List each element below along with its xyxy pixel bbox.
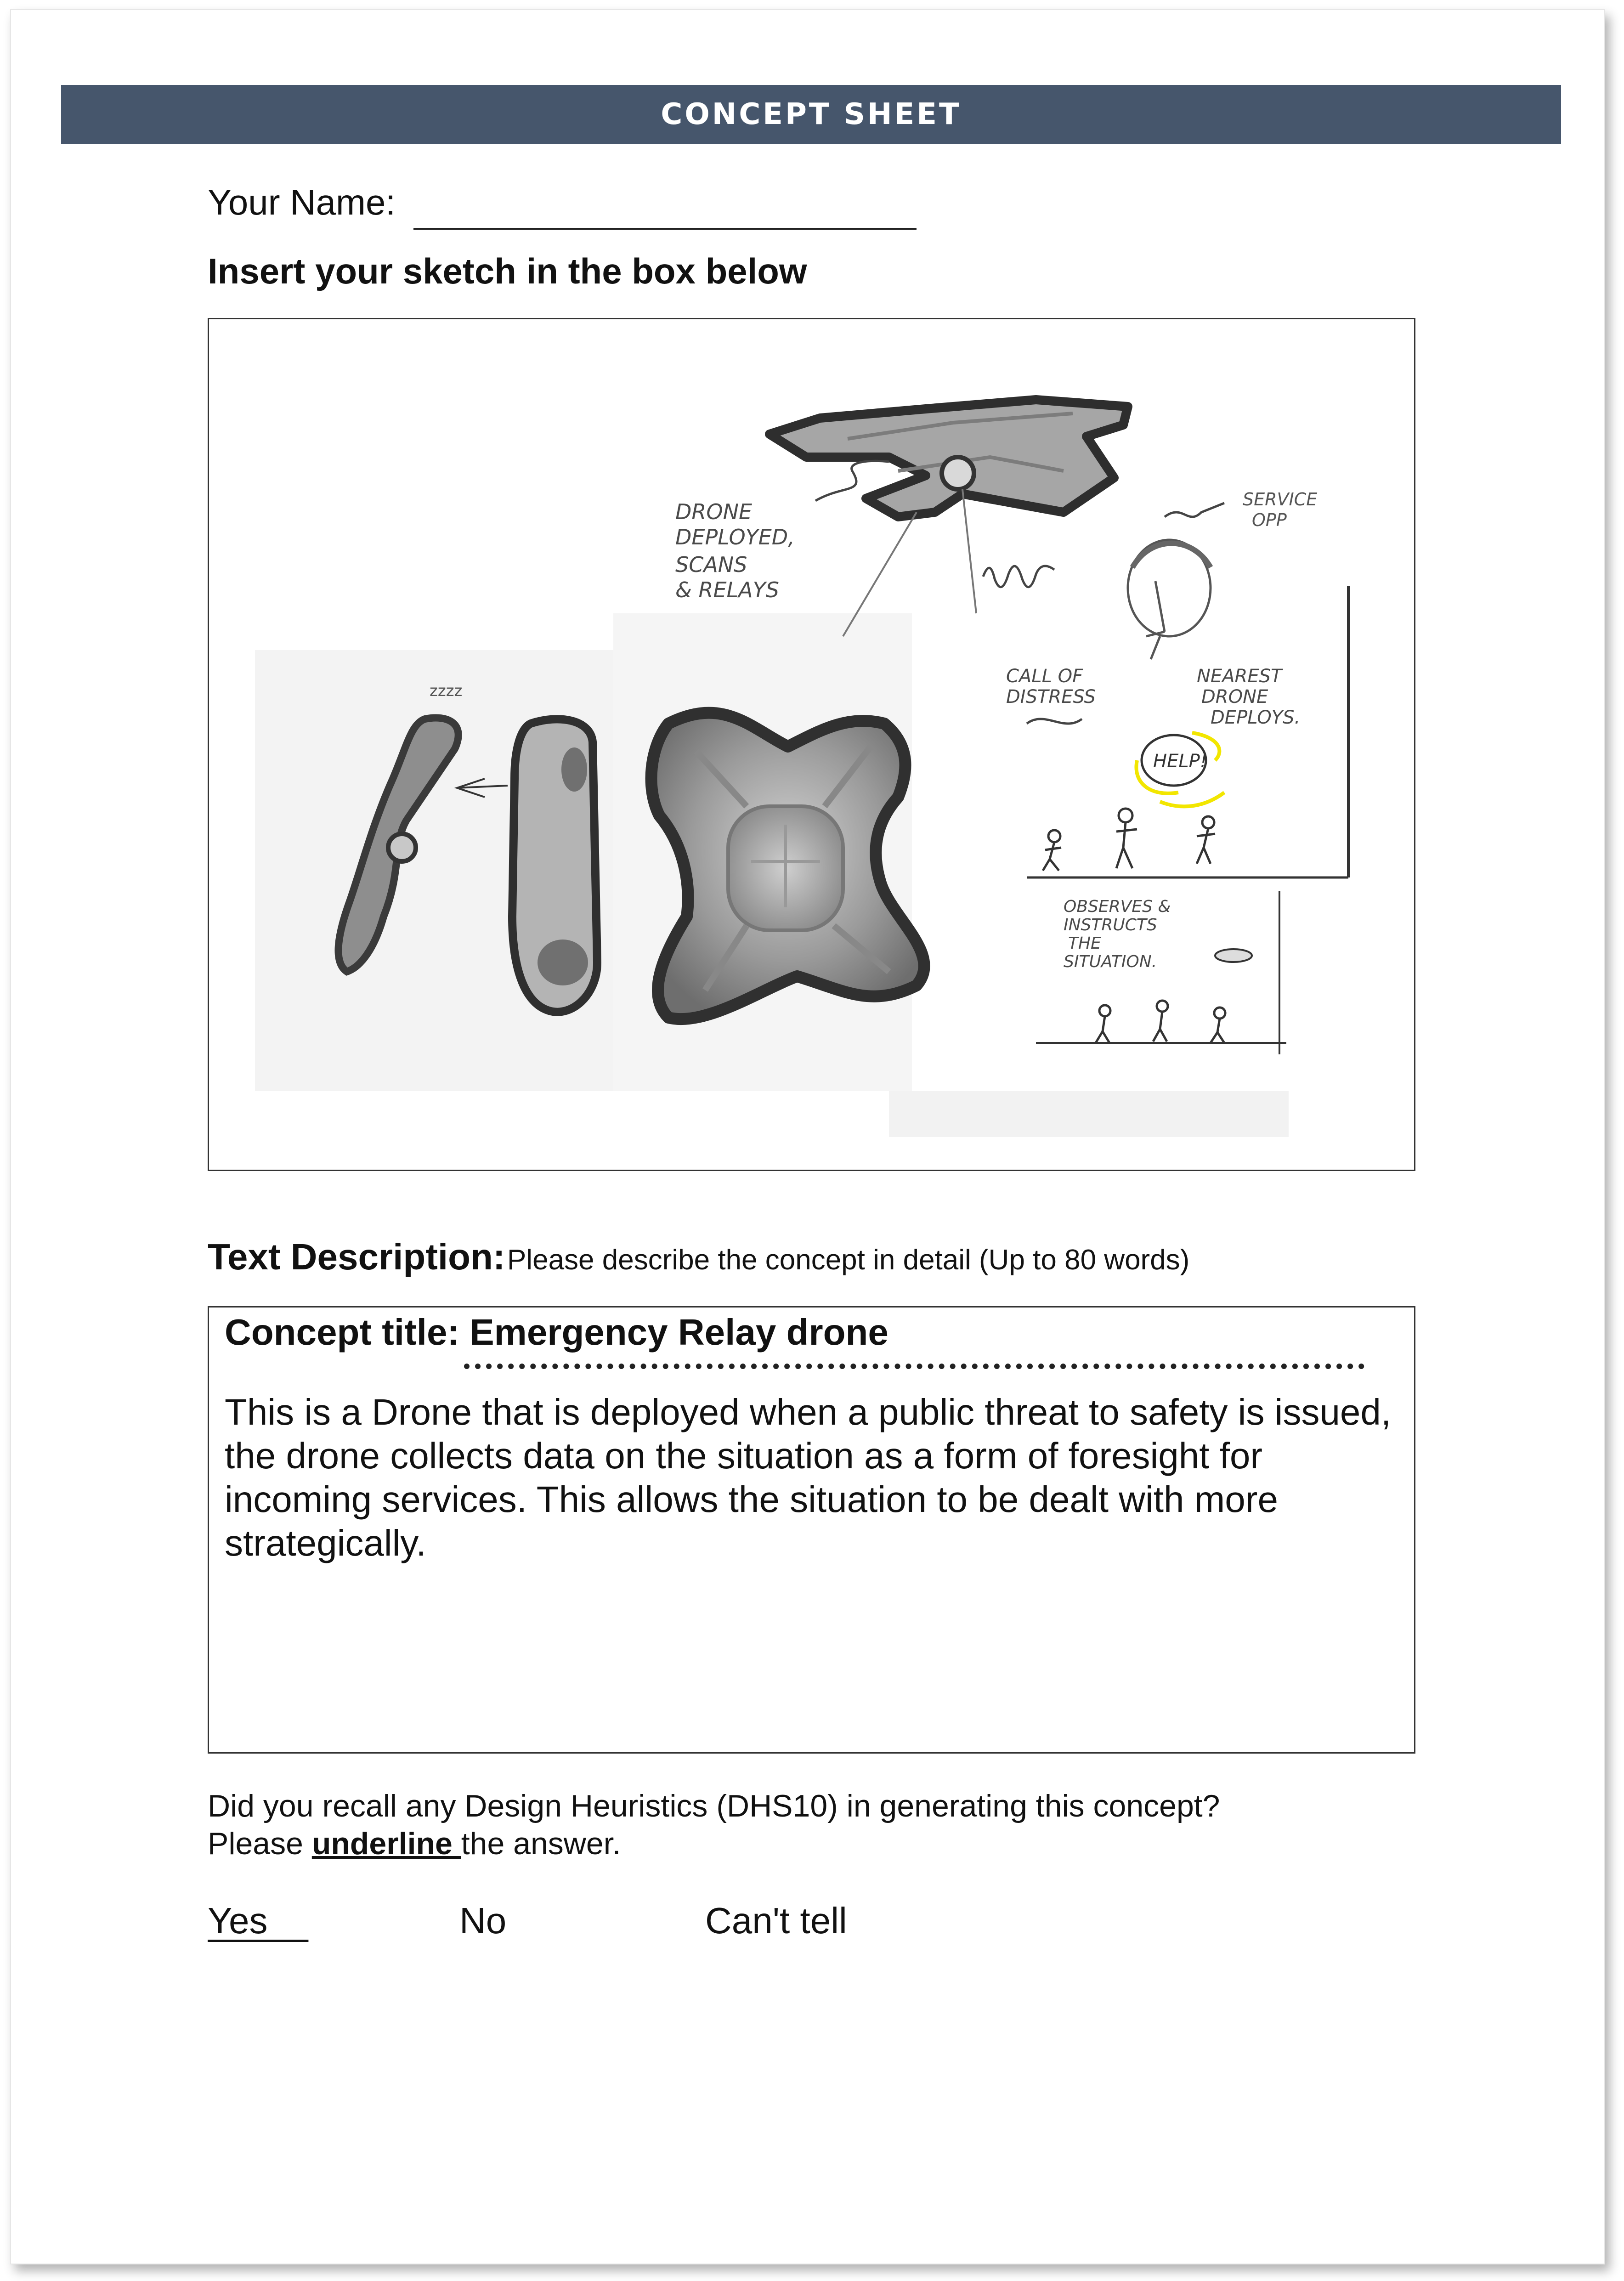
svg-text:THE: THE xyxy=(1068,934,1101,953)
question-line-2: Please underline the answer. xyxy=(208,1826,621,1861)
svg-text:SCANS: SCANS xyxy=(675,552,747,577)
sleep-note: zzzz xyxy=(430,682,463,700)
stick-figures-observe xyxy=(1096,1001,1225,1043)
underline-word: underline xyxy=(311,1826,461,1861)
note-observes xyxy=(1064,897,1171,971)
svg-text:& RELAYS: & RELAYS xyxy=(675,577,779,602)
note-call-of-distress xyxy=(1006,666,1096,708)
svg-text:DEPLOYED,: DEPLOYED, xyxy=(675,525,795,549)
sketch-paper-bottom xyxy=(889,1091,1289,1137)
help-text: HELP! xyxy=(1153,751,1207,772)
note-service-opp xyxy=(1243,489,1317,530)
distress-arrow xyxy=(1027,719,1082,724)
sketch-drawing xyxy=(209,319,1414,1170)
svg-text:OPP: OPP xyxy=(1252,510,1287,530)
svg-text:DRONE: DRONE xyxy=(675,499,753,524)
stick-figures-distress xyxy=(1043,809,1215,871)
question-line-1: Did you recall any Design Heuristics (DHS10) in generating this concept? xyxy=(208,1789,1220,1823)
description-label: Text Description: xyxy=(208,1236,505,1277)
svg-text:DEPLOYS.: DEPLOYS. xyxy=(1211,707,1301,728)
svg-text:SERVICE: SERVICE xyxy=(1243,489,1318,509)
svg-text:NEAREST: NEAREST xyxy=(1197,666,1282,687)
svg-text:OBSERVES &: OBSERVES & xyxy=(1064,897,1171,916)
concept-title: Concept title: Emergency Relay drone xyxy=(225,1312,888,1353)
drone-module-sketch xyxy=(512,719,597,1012)
answer-no[interactable]: No xyxy=(459,1900,507,1941)
description-hint: Please describe the concept in detail (Up to 80 words) xyxy=(507,1244,1190,1276)
sketch-label: Insert your sketch in the box below xyxy=(208,251,807,291)
svg-text:DISTRESS: DISTRESS xyxy=(1006,686,1096,708)
dotted-line xyxy=(464,1350,1364,1369)
service-operator-sketch xyxy=(1128,540,1211,659)
small-drone-sketch xyxy=(1215,949,1252,962)
answer-cant-tell[interactable]: Can't tell xyxy=(705,1900,847,1941)
svg-text:SITUATION.: SITUATION. xyxy=(1064,952,1157,971)
description-heading xyxy=(208,1236,1189,1278)
sheet-header: CONCEPT SHEET xyxy=(61,85,1561,144)
svg-text:DRONE: DRONE xyxy=(1201,686,1268,708)
description-box[interactable] xyxy=(208,1306,1415,1754)
svg-text:CALL OF: CALL OF xyxy=(1006,666,1083,687)
answer-yes[interactable]: Yes xyxy=(208,1900,309,1941)
note-drone-deployed xyxy=(675,499,795,602)
sketch-box xyxy=(208,318,1415,1171)
note-nearest-drone xyxy=(1197,666,1300,728)
svg-text:INSTRUCTS: INSTRUCTS xyxy=(1064,916,1157,934)
heuristics-question xyxy=(208,1787,1220,1862)
name-field-line[interactable] xyxy=(413,228,917,230)
drone-side-view-sketch xyxy=(770,400,1128,636)
service-arrow xyxy=(1165,503,1224,517)
description-text: This is a Drone that is deployed when a public threat to safety is issued, the drone collects data on the situation as a form of foresight for incoming services. This allows the situation to be dealt with more strategically. xyxy=(225,1392,1392,1563)
name-label: Your Name: xyxy=(208,182,396,222)
signal-squiggle xyxy=(983,566,1054,587)
